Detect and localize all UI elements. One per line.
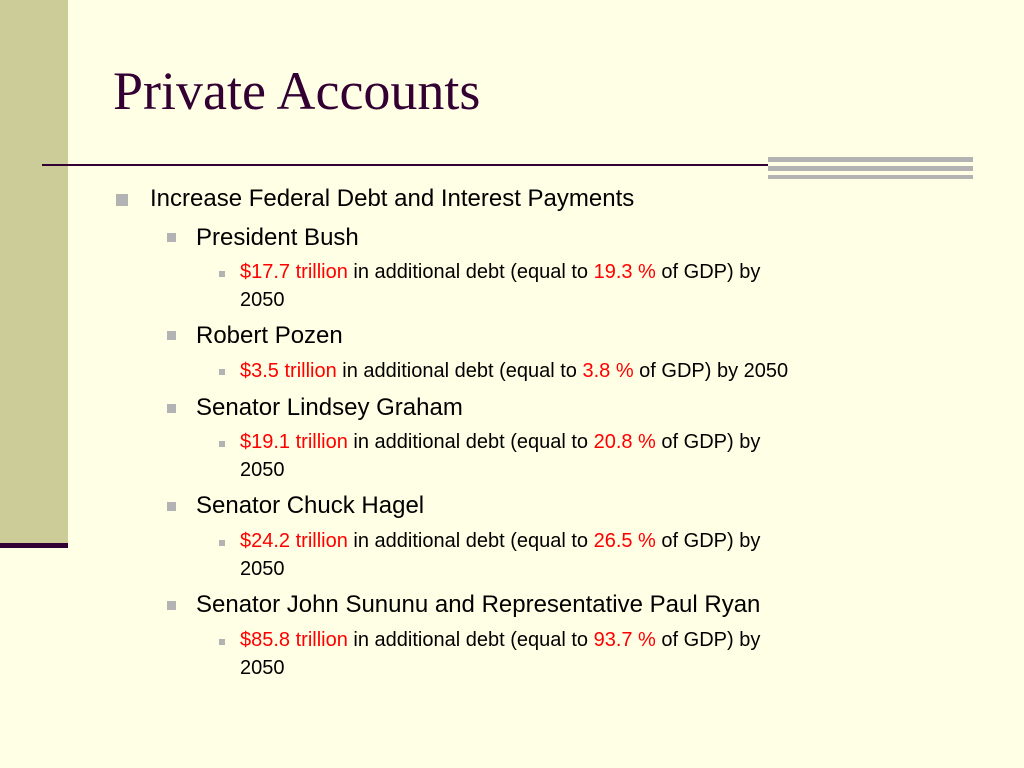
detail-text: of GDP) by	[655, 261, 761, 283]
debt-amount: $17.7 trillion	[240, 261, 348, 283]
gdp-percent: 26.5 %	[593, 530, 656, 552]
bullet-square-icon	[219, 540, 225, 546]
gdp-percent: 93.7 %	[593, 629, 656, 651]
proposal-detail	[240, 357, 788, 385]
debt-amount: $19.1 trillion	[240, 431, 348, 453]
detail-text: in additional debt (equal to	[347, 431, 594, 453]
bullet-square-icon	[167, 404, 176, 413]
detail-year: 2050	[240, 289, 285, 311]
bullet-square-icon	[219, 441, 225, 447]
detail-text: in additional debt (equal to	[347, 629, 594, 651]
detail-year: 2050	[240, 657, 285, 679]
bullet-square-icon	[167, 233, 176, 242]
detail-text: of GDP) by 2050	[633, 360, 789, 382]
gdp-percent: 19.3 %	[593, 261, 656, 283]
detail-text: of GDP) by	[655, 431, 761, 453]
proposal-name: Robert Pozen	[196, 322, 343, 349]
gdp-percent: 3.8 %	[582, 360, 634, 382]
detail-text: in additional debt (equal to	[347, 261, 594, 283]
proposal-name: President Bush	[196, 224, 359, 251]
proposal-detail	[240, 527, 760, 583]
debt-amount: $24.2 trillion	[240, 530, 348, 552]
bullet-square-icon	[219, 369, 225, 375]
bullet-square-icon	[167, 331, 176, 340]
detail-text: in additional debt (equal to	[347, 530, 594, 552]
bullet-square-icon	[116, 194, 128, 206]
detail-year: 2050	[240, 558, 285, 580]
bullet-square-icon	[219, 639, 225, 645]
detail-year: 2050	[240, 459, 285, 481]
bullet-square-icon	[219, 271, 225, 277]
bullet-square-icon	[167, 601, 176, 610]
proposal-detail	[240, 258, 760, 314]
proposal-name: Senator John Sununu and Representative Paul Ryan	[196, 591, 761, 618]
proposal-name: Senator Lindsey Graham	[196, 394, 463, 421]
detail-text: of GDP) by	[655, 530, 761, 552]
proposal-detail	[240, 626, 760, 682]
gdp-percent: 20.8 %	[593, 431, 656, 453]
proposal-detail	[240, 428, 760, 484]
bullet-square-icon	[167, 502, 176, 511]
proposal-name: Senator Chuck Hagel	[196, 492, 425, 519]
debt-amount: $3.5 trillion	[240, 360, 337, 382]
detail-text: in additional debt (equal to	[336, 360, 583, 382]
main-bullet-text: Increase Federal Debt and Interest Payments	[150, 185, 635, 212]
detail-text: of GDP) by	[655, 629, 761, 651]
slide-title: Private Accounts	[113, 61, 481, 121]
debt-amount: $85.8 trillion	[240, 629, 348, 651]
